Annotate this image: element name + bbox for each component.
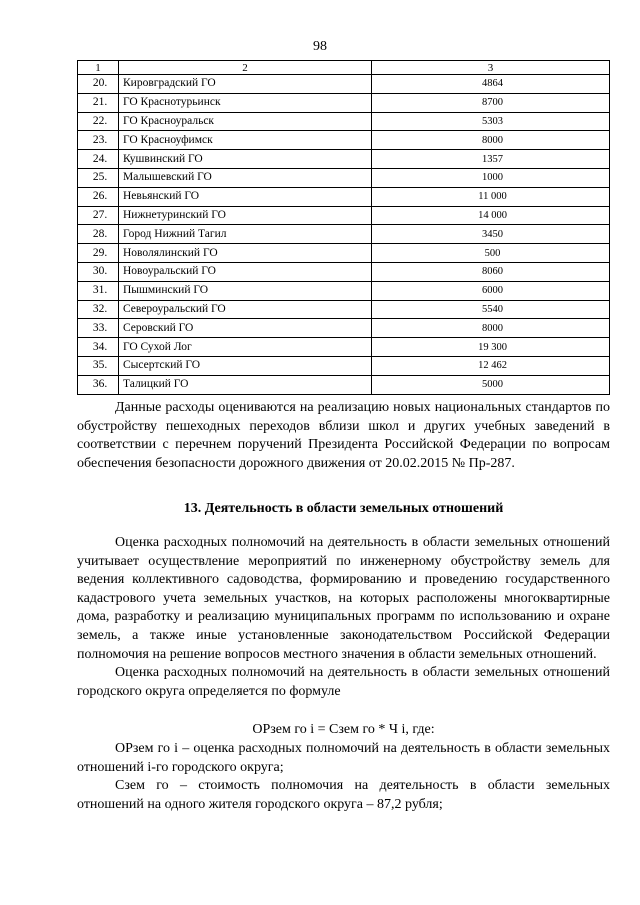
table-row: [78, 225, 610, 244]
table-row: [78, 93, 610, 112]
expense-value: 6000: [372, 281, 610, 300]
expense-value: 19 300: [372, 338, 610, 357]
expense-value: 8700: [372, 93, 610, 112]
row-number: 25.: [78, 168, 119, 187]
municipality-name: ГО Сухой Лог: [119, 338, 372, 357]
table-row: [78, 131, 610, 150]
municipality-name: Кировградский ГО: [119, 75, 372, 94]
municipality-name: ГО Красноуральск: [119, 112, 372, 131]
table-row: [78, 206, 610, 225]
table-row: [78, 356, 610, 375]
expense-value: 12 462: [372, 356, 610, 375]
table-row: [78, 281, 610, 300]
section-heading: 13. Деятельность в области земельных отношений: [183, 501, 504, 516]
header-col-1: 1: [78, 61, 119, 75]
expense-value: 500: [372, 244, 610, 263]
municipality-name: Малышевский ГО: [119, 168, 372, 187]
expense-value: 8060: [372, 262, 610, 281]
row-number: 21.: [78, 93, 119, 112]
row-number: 36.: [78, 375, 119, 394]
row-number: 34.: [78, 338, 119, 357]
table-row: [78, 375, 610, 394]
row-number: 32.: [78, 300, 119, 319]
expenses-table: [77, 60, 610, 395]
expense-value: 8000: [372, 131, 610, 150]
municipality-name: Североуральский ГО: [119, 300, 372, 319]
table-row: [78, 187, 610, 206]
expense-value: 1357: [372, 150, 610, 169]
row-number: 24.: [78, 150, 119, 169]
row-number: 31.: [78, 281, 119, 300]
header-col-3: 3: [372, 61, 610, 75]
municipality-name: Пышминский ГО: [119, 281, 372, 300]
table-row: [78, 75, 610, 94]
paragraph-after-table: Данные расходы оцениваются на реализацию новых национальных стандартов по обустройству пешеходных переходов вблизи школ и других учебных заведений в соответствии с перечнем поручений Президента Российской Федерации по вопросам обеспечения безопасности дорожного движения от 20.02.2015 № Пр-287.: [77, 400, 610, 471]
table-row: [78, 168, 610, 187]
municipality-name: Сысертский ГО: [119, 356, 372, 375]
municipality-name: Нижнетуринский ГО: [119, 206, 372, 225]
header-col-2: 2: [119, 61, 372, 75]
municipality-name: Невьянский ГО: [119, 187, 372, 206]
table-row: [78, 112, 610, 131]
expense-value: 5303: [372, 112, 610, 131]
municipality-name: Кушвинский ГО: [119, 150, 372, 169]
expense-value: 1000: [372, 168, 610, 187]
table-header-row: [78, 61, 610, 75]
expense-value: 5540: [372, 300, 610, 319]
table-body: [78, 75, 610, 395]
expense-value: 11 000: [372, 187, 610, 206]
table-row: [78, 262, 610, 281]
table-row: [78, 244, 610, 263]
section-paragraph: Оценка расходных полномочий на деятельность в области земельных отношений городского округа определяется по формуле: [77, 665, 610, 699]
row-number: 35.: [78, 356, 119, 375]
table-row: [78, 319, 610, 338]
row-number: 23.: [78, 131, 119, 150]
definition-item: ОРзем го i – оценка расходных полномочий на деятельность в области земельных отношений i-го городского округа;: [77, 740, 610, 775]
expense-value: 3450: [372, 225, 610, 244]
municipality-name: Серовский ГО: [119, 319, 372, 338]
municipality-name: ГО Краснотурьинск: [119, 93, 372, 112]
expense-value: 8000: [372, 319, 610, 338]
municipality-name: ГО Красноуфимск: [119, 131, 372, 150]
municipality-name: Город Нижний Тагил: [119, 225, 372, 244]
table-row: [78, 338, 610, 357]
section-paragraph: Оценка расходных полномочий на деятельность в области земельных отношений учитывает осуществление мероприятий по инженерному обустройству земель для ведения коллективного садоводства, формированию и проведению государственного кадастрового учета земельных участков, на которых расположены многоквартирные дома, разработку и реализацию муниципальных программ по использованию и охране земель, а также иные установленные законодательством Российской Федерации полномочия на решение вопросов местного значения в области земельных отношений.: [77, 535, 610, 662]
row-number: 29.: [78, 244, 119, 263]
formula: ОРзем го i = Сзем го * Ч i, где:: [252, 722, 435, 738]
row-number: 33.: [78, 319, 119, 338]
table-row: [78, 150, 610, 169]
row-number: 22.: [78, 112, 119, 131]
municipality-name: Новоуральский ГО: [119, 262, 372, 281]
page-number: 98: [313, 39, 327, 54]
row-number: 27.: [78, 206, 119, 225]
row-number: 30.: [78, 262, 119, 281]
row-number: 28.: [78, 225, 119, 244]
row-number: 26.: [78, 187, 119, 206]
municipality-name: Новолялинский ГО: [119, 244, 372, 263]
expense-value: 14 000: [372, 206, 610, 225]
section-body: [77, 534, 610, 814]
expense-value: 5000: [372, 375, 610, 394]
paragraph-after-table-block: [77, 399, 610, 473]
expense-value: 4864: [372, 75, 610, 94]
municipality-name: Талицкий ГО: [119, 375, 372, 394]
definition-item: Сзем го – стоимость полномочия на деятельность в области земельных отношений на одного жителя городского округа – 87,2 рубля;: [77, 778, 610, 812]
row-number: 20.: [78, 75, 119, 94]
table-row: [78, 300, 610, 319]
